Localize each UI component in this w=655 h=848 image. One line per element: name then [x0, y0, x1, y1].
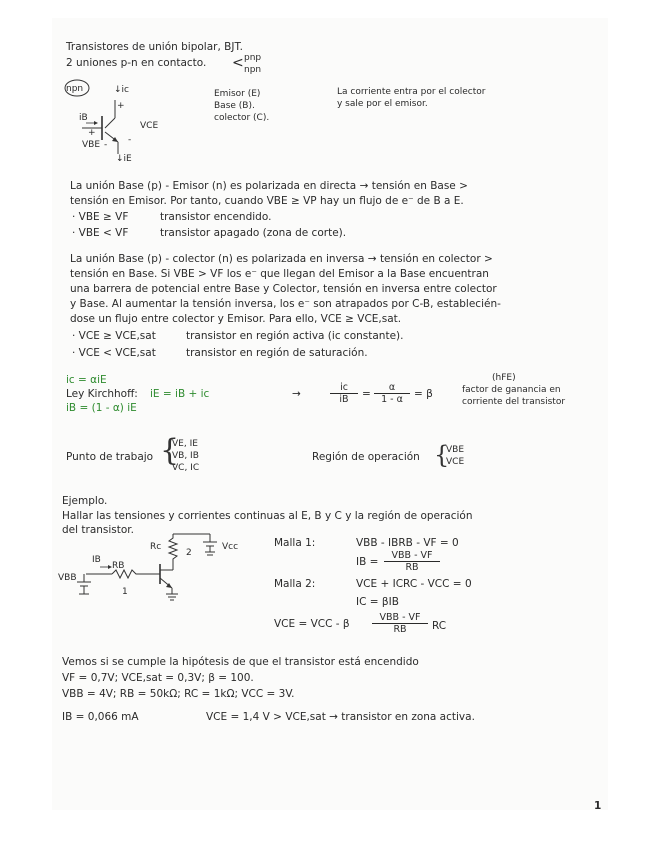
- ib-equation: iB = (1 - α) iE: [66, 402, 137, 414]
- vce-fraction: [372, 612, 428, 635]
- frac2-num: α: [374, 382, 410, 394]
- work-point-label: Punto de trabajo: [66, 451, 154, 463]
- para2-line-4: y Base. Al aumentar la tensión inversa, los e⁻ son atrapados por C-B, establecién-: [70, 298, 501, 310]
- malla2-equation: VCE + ICRC - VCC = 0: [356, 578, 472, 590]
- para2-line-5: dose un flujo entre colector y Emisor. Para ello, VCE ≥ VCE,sat.: [70, 313, 402, 325]
- hfe-label: (hFE): [492, 373, 516, 383]
- verify-line-3: VBB = 4V; RB = 50kΩ; RC = 1kΩ; VCC = 3V.: [62, 688, 295, 700]
- frac1-den: iB: [339, 394, 349, 405]
- page-number: 1: [594, 800, 602, 812]
- vce-den: RB: [393, 624, 407, 635]
- work-point-brace: {: [160, 433, 180, 468]
- work-point-e: VE, IE: [172, 439, 198, 449]
- vcc-label: Vcc: [222, 542, 239, 552]
- terminal-colector: colector (C).: [214, 113, 270, 123]
- verify-line-1: Vemos si se cumple la hipótesis de que el transistor está encendido: [62, 656, 419, 668]
- para2-line-3: una barrera de potencial entre Base y Colector, tensión en inversa entre colector: [70, 283, 497, 295]
- malla1-fraction: [384, 550, 440, 573]
- gain-line-2: corriente del transistor: [462, 397, 566, 407]
- malla2-label: Malla 2:: [274, 578, 316, 590]
- verify-line-2: VF = 0,7V; VCE,sat = 0,3V; β = 100.: [62, 672, 254, 684]
- vbe-label: VBE: [82, 140, 101, 150]
- example-heading: Ejemplo.: [62, 495, 108, 507]
- terminal-base: Base (B).: [214, 101, 255, 111]
- para2-bullet1-cond: · VCE ≥ VCE,sat: [72, 330, 156, 342]
- current-note-1: La corriente entra por el colector: [337, 87, 486, 97]
- fraction-alpha: [374, 382, 410, 405]
- region-vce: VCE: [446, 457, 465, 467]
- para1-bullet2-text: transistor apagado (zona de corte).: [160, 227, 347, 239]
- title-line-2: 2 uniones p-n en contacto.: [66, 57, 207, 69]
- ib-result: IB = 0,066 mA: [62, 711, 139, 723]
- vce-rc: RC: [432, 620, 447, 632]
- work-point-c: VC, IC: [172, 463, 200, 473]
- malla1-equation: VBB - IBRB - VF = 0: [356, 537, 459, 549]
- equals-sign: =: [362, 388, 371, 400]
- vce-result: VCE = 1,4 V > VCE,sat → transistor en zona activa.: [206, 711, 475, 723]
- para2-line-2: tensión en Base. Si VBE > VF los e⁻ que llegan del Emisor a la Base encuentran: [70, 268, 489, 280]
- minus-vbe: -: [104, 140, 108, 150]
- para1-bullet1-text: transistor encendido.: [160, 211, 272, 223]
- region-brace: {: [434, 441, 450, 469]
- types-brace: <: [232, 55, 244, 71]
- frac1-num: ic: [330, 382, 358, 394]
- mesh-1: 1: [122, 587, 128, 597]
- arrow: →: [292, 388, 301, 400]
- para1-line-2: tensión en Emisor. Por tanto, cuando VBE ≥ VP hay un flujo de e⁻ de B a E.: [70, 195, 464, 207]
- ic-equation: ic = αiE: [66, 374, 107, 386]
- kirchhoff-equation: iE = iB + ic: [150, 388, 210, 400]
- ib-label: iB: [79, 113, 88, 123]
- terminal-emisor: Emisor (E): [214, 89, 261, 99]
- example-line-1: Hallar las tensiones y corrientes continuas al E, B y C y la región de operación: [62, 510, 473, 522]
- plus-left: +: [88, 128, 96, 138]
- para1-line-1: La unión Base (p) - Emisor (n) es polarizada en directa → tensión en Base >: [70, 180, 468, 192]
- region-label: Región de operación: [312, 451, 420, 463]
- para2-line-1: La unión Base (p) - colector (n) es polarizada en inversa → tensión en colector >: [70, 253, 493, 265]
- vce-label: VCE: [140, 121, 159, 131]
- gain-line-1: factor de ganancia en: [462, 385, 561, 395]
- region-vbe: VBE: [446, 445, 465, 455]
- ic-label: ↓ic: [114, 85, 129, 95]
- beta-equals: = β: [414, 388, 433, 400]
- vce-expression: VCE = VCC - β: [274, 618, 350, 630]
- para2-bullet1-text: transistor en región activa (ic constante).: [186, 330, 404, 342]
- mesh-2: 2: [186, 548, 192, 558]
- malla1-ib: IB =: [356, 556, 379, 568]
- frac2-den: 1 - α: [381, 394, 403, 405]
- malla1-den: RB: [405, 562, 419, 573]
- current-note-2: y sale por el emisor.: [337, 99, 428, 109]
- malla2-ic: IC = βIB: [356, 596, 399, 608]
- para2-bullet2-text: transistor en región de saturación.: [186, 347, 368, 359]
- ib-circuit-label: IB: [92, 555, 101, 565]
- malla1-label: Malla 1:: [274, 537, 316, 549]
- rb-label: RB: [112, 561, 125, 571]
- example-line-2: del transistor.: [62, 524, 134, 536]
- para1-bullet1-cond: · VBE ≥ VF: [72, 211, 129, 223]
- ie-label: ↓iE: [116, 154, 132, 164]
- type-npn: npn: [244, 65, 262, 75]
- fraction-ic-ib: [330, 382, 358, 405]
- npn-circle-label: npn: [66, 84, 84, 94]
- type-pnp: pnp: [244, 53, 262, 63]
- plus-top: +: [117, 101, 125, 111]
- vbb-label: VBB: [58, 573, 77, 583]
- vce-num: VBB - VF: [372, 612, 428, 624]
- rc-label: Rc: [150, 542, 162, 552]
- para2-bullet2-cond: · VCE < VCE,sat: [72, 347, 156, 359]
- title-line-1: Transistores de unión bipolar, BJT.: [66, 41, 243, 53]
- para1-bullet2-cond: · VBE < VF: [72, 227, 129, 239]
- kirchhoff-label: Ley Kirchhoff:: [66, 388, 138, 400]
- minus-right: -: [128, 135, 132, 145]
- malla1-num: VBB - VF: [384, 550, 440, 562]
- work-point-b: VB, IB: [172, 451, 199, 461]
